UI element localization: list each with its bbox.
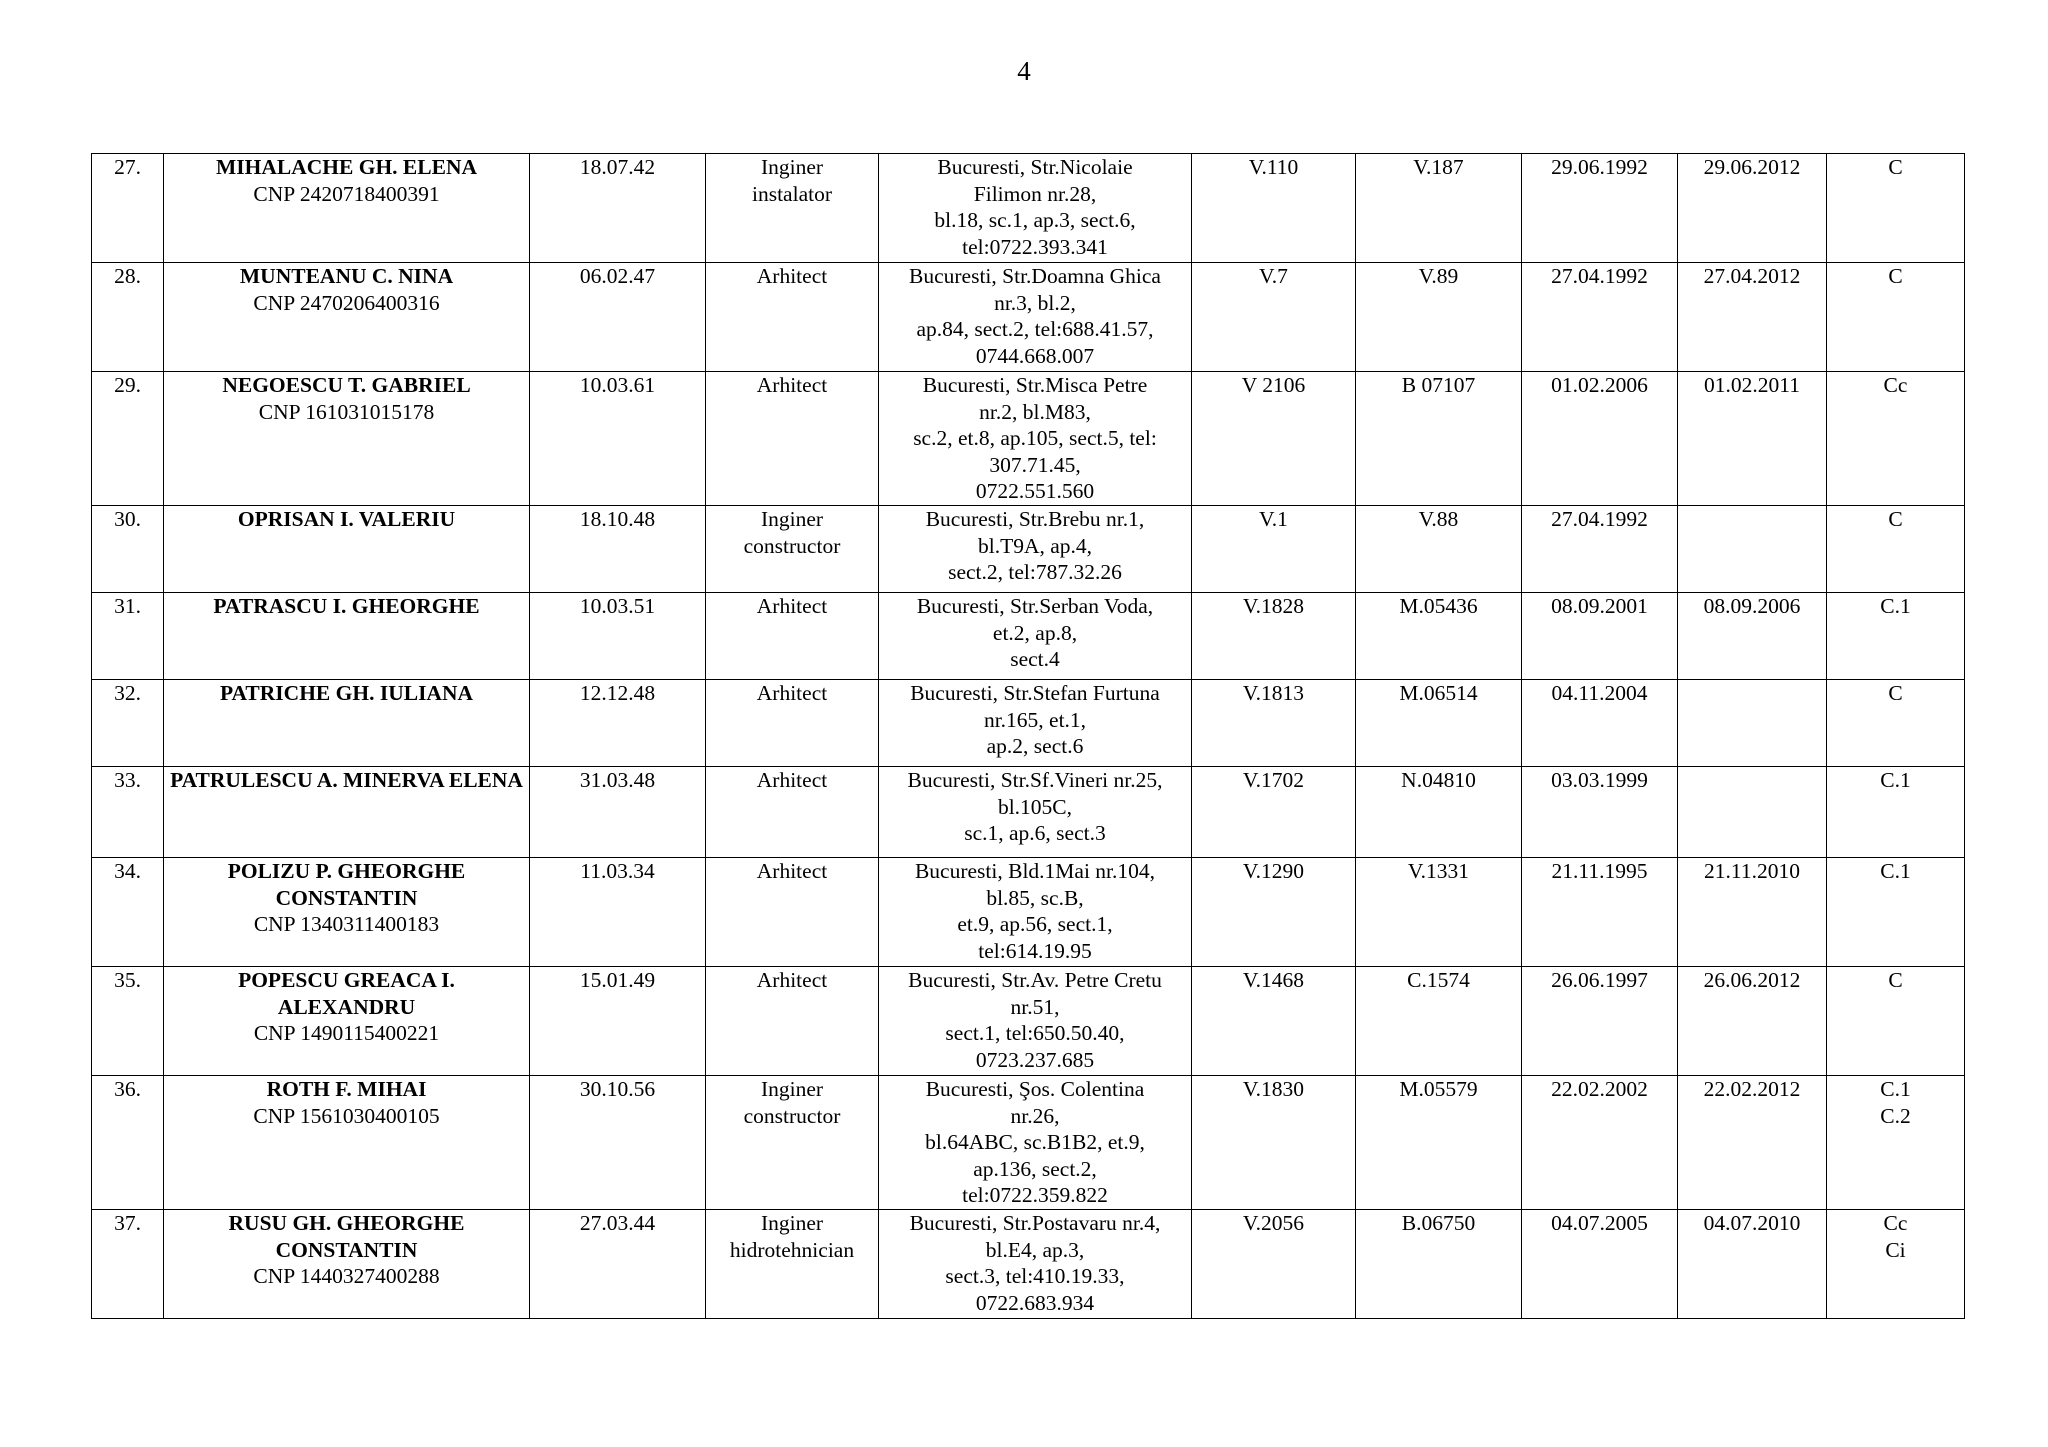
category-line: Cc (1883, 1211, 1908, 1235)
person-cell (164, 1076, 530, 1210)
address-line: et.9, ap.56, sect.1, (957, 912, 1113, 936)
table-row (92, 263, 1965, 372)
person-cell (164, 263, 530, 372)
address-line: 0744.668.007 (975, 343, 1095, 368)
code1-cell: V.1468 (1192, 967, 1356, 1076)
category-cell (1827, 1210, 1965, 1319)
address-line: sect.3, tel:410.19.33, (945, 1264, 1125, 1288)
profession-cell (706, 263, 879, 372)
person-cell (164, 767, 530, 858)
row-number-cell: 32. (92, 680, 164, 767)
table-row (92, 967, 1965, 1076)
code1-cell: V.7 (1192, 263, 1356, 372)
code2-cell: M.05436 (1356, 593, 1522, 680)
code1-cell: V.1830 (1192, 1076, 1356, 1210)
date2-cell: 26.06.2012 (1678, 967, 1827, 1076)
address-cell (879, 858, 1192, 967)
profession-cell (706, 372, 879, 506)
person-cell (164, 858, 530, 967)
code1-cell: V.1813 (1192, 680, 1356, 767)
profession-line: Arhitect (756, 681, 828, 705)
address-line: sect.1, tel:650.50.40, (945, 1021, 1125, 1045)
date1-cell: 21.11.1995 (1522, 858, 1678, 967)
person-cell (164, 967, 530, 1076)
person-name: POPESCU GREACA I. ALEXANDRU (238, 968, 455, 1019)
profession-line: Arhitect (756, 968, 828, 992)
address-line: sc.2, et.8, ap.105, sect.5, tel: (913, 426, 1157, 450)
category-line: C (1888, 155, 1903, 179)
address-line: bl.105C, (997, 794, 1073, 819)
row-number-cell: 34. (92, 858, 164, 967)
category-line: C (1888, 507, 1903, 531)
code2-cell: C.1574 (1356, 967, 1522, 1076)
person-cell (164, 372, 530, 506)
birth-date-cell: 15.01.49 (530, 967, 706, 1076)
address-cell (879, 593, 1192, 680)
code1-cell: V.1828 (1192, 593, 1356, 680)
address-line: Bucuresti, Bld.1Mai nr.104, (914, 859, 1156, 883)
birth-date-cell: 11.03.34 (530, 858, 706, 967)
address-cell (879, 680, 1192, 767)
person-cell (164, 680, 530, 767)
birth-date-cell: 30.10.56 (530, 1076, 706, 1210)
profession-cell (706, 967, 879, 1076)
person-name: PATRICHE GH. IULIANA (219, 681, 474, 705)
date2-cell (1678, 506, 1827, 593)
code2-cell: M.05579 (1356, 1076, 1522, 1210)
address-line: bl.85, sc.B, (986, 885, 1084, 910)
category-line: C (1888, 264, 1903, 288)
table-row (92, 154, 1965, 263)
date1-cell: 04.11.2004 (1522, 680, 1678, 767)
address-line: bl.64ABC, sc.B1B2, et.9, (925, 1130, 1145, 1154)
profession-cell (706, 154, 879, 263)
category-cell (1827, 372, 1965, 506)
profession-line: Inginer (760, 155, 824, 179)
birth-date-cell: 27.03.44 (530, 1210, 706, 1319)
person-cell (164, 593, 530, 680)
address-line: tel:0722.393.341 (962, 234, 1108, 259)
category-line: C.1 (1880, 594, 1911, 618)
address-line: 0722.551.560 (975, 479, 1095, 503)
address-line: Bucuresti, Str.Nicolaie (937, 155, 1133, 179)
person-cnp: CNP 1561030400105 (253, 1103, 440, 1128)
person-cnp: CNP 1440327400288 (253, 1264, 440, 1288)
row-number-cell: 30. (92, 506, 164, 593)
address-line: bl.T9A, ap.4, (977, 533, 1093, 558)
person-cell (164, 1210, 530, 1319)
code1-cell: V 2106 (1192, 372, 1356, 506)
profession-cell (706, 1210, 879, 1319)
address-line: ap.84, sect.2, tel:688.41.57, (916, 317, 1154, 341)
category-cell (1827, 858, 1965, 967)
date2-cell: 27.04.2012 (1678, 263, 1827, 372)
address-cell (879, 506, 1192, 593)
address-cell (879, 1210, 1192, 1319)
page-number: 4 (1017, 56, 1031, 86)
profession-line: Arhitect (756, 768, 828, 792)
profession-cell (706, 1076, 879, 1210)
category-cell (1827, 1076, 1965, 1210)
address-line: Bucuresti, Str.Doamna Ghica (909, 264, 1161, 288)
table-row (92, 767, 1965, 858)
table-row (92, 593, 1965, 680)
birth-date-cell: 06.02.47 (530, 263, 706, 372)
address-cell (879, 967, 1192, 1076)
address-cell (879, 154, 1192, 263)
profession-line: hidrotehnician (729, 1237, 855, 1262)
date1-cell: 27.04.1992 (1522, 263, 1678, 372)
birth-date-cell: 31.03.48 (530, 767, 706, 858)
table-row (92, 858, 1965, 967)
profession-line: Inginer (760, 1211, 824, 1235)
address-line: nr.51, (1010, 994, 1060, 1019)
code2-cell: V.88 (1356, 506, 1522, 593)
person-name: MUNTEANU C. NINA (239, 264, 454, 288)
table-row (92, 680, 1965, 767)
address-line: Bucuresti, Str.Misca Petre (922, 373, 1148, 397)
code2-cell: B.06750 (1356, 1210, 1522, 1319)
date1-cell: 03.03.1999 (1522, 767, 1678, 858)
address-line: nr.2, bl.M83, (979, 399, 1091, 424)
category-cell (1827, 154, 1965, 263)
date2-cell: 29.06.2012 (1678, 154, 1827, 263)
date2-cell: 22.02.2012 (1678, 1076, 1827, 1210)
date1-cell: 01.02.2006 (1522, 372, 1678, 506)
address-line: nr.26, (1010, 1103, 1060, 1128)
address-line: Bucuresti, Str.Sf.Vineri nr.25, (907, 768, 1163, 792)
row-number-cell: 33. (92, 767, 164, 858)
date2-cell: 04.07.2010 (1678, 1210, 1827, 1319)
row-number-cell: 37. (92, 1210, 164, 1319)
address-line: bl.E4, ap.3, (985, 1237, 1085, 1262)
person-name: POLIZU P. GHEORGHE CONSTANTIN (227, 859, 466, 910)
code1-cell: V.1702 (1192, 767, 1356, 858)
birth-date-cell: 18.10.48 (530, 506, 706, 593)
person-name: PATRULESCU A. MINERVA ELENA (170, 768, 523, 792)
date2-cell: 21.11.2010 (1678, 858, 1827, 967)
date1-cell: 27.04.1992 (1522, 506, 1678, 593)
registry-table-body (92, 154, 1965, 1319)
profession-line: Inginer (760, 507, 824, 531)
person-name: ROTH F. MIHAI (266, 1077, 427, 1101)
date2-cell (1678, 680, 1827, 767)
address-cell (879, 767, 1192, 858)
address-line: et.2, ap.8, (992, 620, 1078, 645)
address-line: Bucuresti, Str.Brebu nr.1, (925, 507, 1145, 531)
profession-line: Arhitect (756, 594, 828, 618)
date2-cell (1678, 767, 1827, 858)
code2-cell: N.04810 (1356, 767, 1522, 858)
address-cell (879, 1076, 1192, 1210)
address-line: ap.136, sect.2, (973, 1156, 1097, 1181)
table-row (92, 1210, 1965, 1319)
person-cell (164, 506, 530, 593)
date1-cell: 04.07.2005 (1522, 1210, 1678, 1319)
profession-cell (706, 593, 879, 680)
address-line: Bucuresti, Str.Postavaru nr.4, (909, 1211, 1161, 1235)
code2-cell: V.1331 (1356, 858, 1522, 967)
profession-cell (706, 767, 879, 858)
person-cnp: CNP 1340311400183 (253, 912, 440, 936)
category-line: C.1 (1880, 1077, 1911, 1101)
date1-cell: 08.09.2001 (1522, 593, 1678, 680)
birth-date-cell: 10.03.61 (530, 372, 706, 506)
profession-line: constructor (743, 533, 841, 558)
address-line: Bucuresti, Şos. Colentina (925, 1077, 1145, 1101)
table-row (92, 1076, 1965, 1210)
profession-line: instalator (751, 181, 832, 206)
profession-cell (706, 858, 879, 967)
address-line: 0723.237.685 (975, 1047, 1095, 1072)
address-line: sect.2, tel:787.32.26 (948, 560, 1122, 584)
date2-cell: 01.02.2011 (1678, 372, 1827, 506)
address-line: nr.3, bl.2, (994, 290, 1076, 315)
person-cnp: CNP 2420718400391 (253, 181, 440, 206)
profession-cell (706, 680, 879, 767)
category-cell (1827, 506, 1965, 593)
category-cell (1827, 967, 1965, 1076)
category-line: C.2 (1880, 1103, 1911, 1128)
address-line: sect.4 (1010, 647, 1060, 671)
address-line: ap.2, sect.6 (986, 734, 1084, 758)
row-number-cell: 27. (92, 154, 164, 263)
birth-date-cell: 12.12.48 (530, 680, 706, 767)
category-cell (1827, 767, 1965, 858)
code1-cell: V.1290 (1192, 858, 1356, 967)
address-line: Filimon nr.28, (973, 181, 1097, 206)
address-line: Bucuresti, Str.Av. Petre Cretu (908, 968, 1162, 992)
person-name: MIHALACHE GH. ELENA (215, 155, 477, 179)
date2-cell: 08.09.2006 (1678, 593, 1827, 680)
address-line: nr.165, et.1, (983, 707, 1087, 732)
date1-cell: 29.06.1992 (1522, 154, 1678, 263)
profession-line: Inginer (760, 1077, 824, 1101)
profession-line: Arhitect (756, 373, 828, 397)
birth-date-cell: 10.03.51 (530, 593, 706, 680)
address-line: bl.18, sc.1, ap.3, sect.6, (934, 208, 1136, 232)
category-line: C.1 (1880, 859, 1911, 883)
code2-cell: V.187 (1356, 154, 1522, 263)
profession-line: constructor (743, 1103, 841, 1128)
person-cnp: CNP 1490115400221 (253, 1021, 440, 1045)
code2-cell: B 07107 (1356, 372, 1522, 506)
address-line: Bucuresti, Str.Serban Voda, (916, 594, 1154, 618)
profession-line: Arhitect (756, 264, 828, 288)
address-line: Bucuresti, Str.Stefan Furtuna (910, 681, 1160, 705)
person-name: OPRISAN I. VALERIU (237, 507, 456, 531)
person-cell (164, 154, 530, 263)
address-cell (879, 372, 1192, 506)
code2-cell: M.06514 (1356, 680, 1522, 767)
code1-cell: V.1 (1192, 506, 1356, 593)
category-cell (1827, 680, 1965, 767)
address-line: tel:614.19.95 (978, 938, 1092, 963)
category-line: C.1 (1880, 768, 1911, 792)
category-cell (1827, 263, 1965, 372)
code1-cell: V.110 (1192, 154, 1356, 263)
code1-cell: V.2056 (1192, 1210, 1356, 1319)
person-cnp: CNP 161031015178 (258, 399, 435, 424)
address-line: tel:0722.359.822 (962, 1183, 1108, 1207)
profession-cell (706, 506, 879, 593)
profession-line: Arhitect (756, 859, 828, 883)
category-line: Cc (1883, 373, 1908, 397)
person-name: PATRASCU I. GHEORGHE (213, 594, 480, 618)
table-row (92, 372, 1965, 506)
category-cell (1827, 593, 1965, 680)
person-cnp: CNP 2470206400316 (253, 290, 440, 315)
row-number-cell: 35. (92, 967, 164, 1076)
person-name: NEGOESCU T. GABRIEL (222, 373, 471, 397)
category-line: Ci (1885, 1237, 1906, 1262)
address-line: sc.1, ap.6, sect.3 (964, 821, 1106, 845)
row-number-cell: 28. (92, 263, 164, 372)
row-number-cell: 29. (92, 372, 164, 506)
code2-cell: V.89 (1356, 263, 1522, 372)
row-number-cell: 36. (92, 1076, 164, 1210)
person-name: RUSU GH. GHEORGHE CONSTANTIN (228, 1211, 465, 1262)
address-line: 0722.683.934 (975, 1290, 1095, 1315)
row-number-cell: 31. (92, 593, 164, 680)
registry-table (91, 153, 1965, 1319)
birth-date-cell: 18.07.42 (530, 154, 706, 263)
table-row (92, 506, 1965, 593)
address-line: 307.71.45, (989, 452, 1081, 477)
date1-cell: 26.06.1997 (1522, 967, 1678, 1076)
category-line: C (1888, 968, 1903, 992)
address-cell (879, 263, 1192, 372)
category-line: C (1888, 681, 1903, 705)
date1-cell: 22.02.2002 (1522, 1076, 1678, 1210)
